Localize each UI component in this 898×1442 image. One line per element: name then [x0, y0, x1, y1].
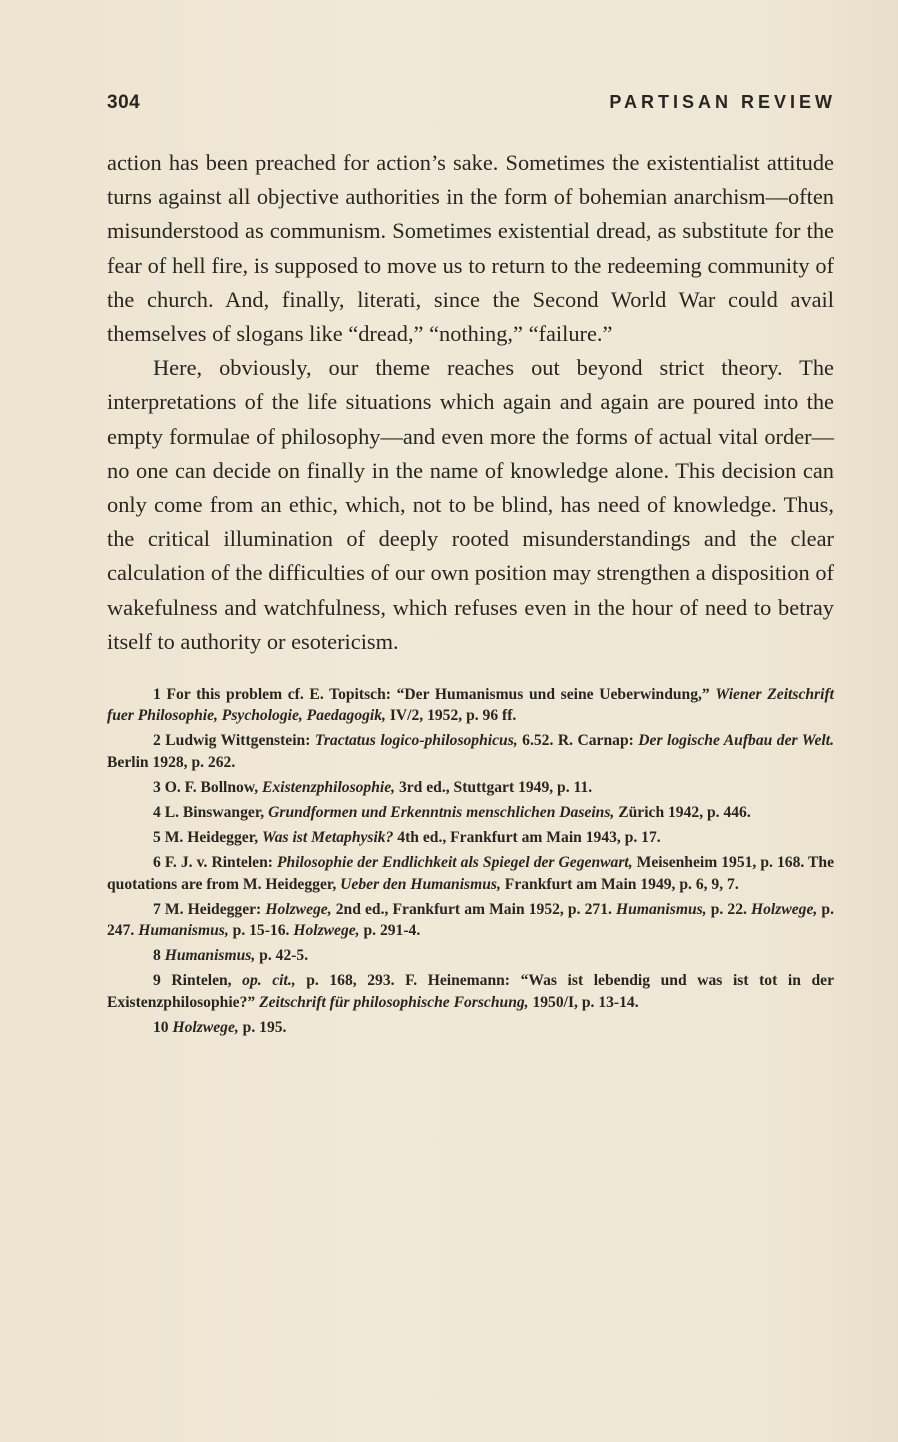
footnote	[107, 827, 834, 848]
paragraph: action has been preached for action’s sake. Sometimes the existentialist attitude turns against all objective authorities in the form of bohemian anarchism—often misunderstood as communism. Sometimes existential dread, as substitute for the fear of hell fire, is supposed to move us to return to the redeeming community of the church. And, finally, literati, since the Second World War could avail themselves of slogans like “dread,” “nothing,” “failure.”	[107, 150, 834, 347]
footnote-title: Existenzphilosophie,	[262, 778, 396, 796]
footnote	[107, 777, 834, 798]
footnote	[107, 899, 834, 941]
footnote	[107, 730, 834, 772]
footnote-text: 10	[153, 1018, 173, 1036]
footnote-title: Holzwege,	[293, 922, 360, 940]
footnote	[107, 945, 834, 966]
footnote-title: Wiener Zeitschrift fuer Philosophie, Psychologie, Paedagogik,	[107, 686, 834, 725]
footnote-title: Holzwege,	[172, 1018, 239, 1036]
footnote-title: Ueber den Humanismus,	[340, 875, 501, 893]
footnote-text: 3rd ed., Stuttgart 1949, p. 11.	[395, 778, 593, 796]
footnote-text: p. 195.	[238, 1018, 287, 1036]
footnote-title: op. cit.,	[242, 972, 296, 990]
body-text	[107, 146, 834, 659]
footnote-text: Meisenheim 1951, p. 168. The quotations are from M. Heidegger,	[107, 854, 835, 893]
footnote-text: IV/2, 1952, p. 96 ff.	[385, 707, 517, 725]
footnote-text: p. 291-4.	[359, 922, 421, 940]
footnote-text: 1 For this problem cf. E. Topitsch: “Der Humanismus und seine Ueberwindung,”	[153, 686, 716, 703]
footnote-text: 4 L. Binswanger,	[153, 804, 269, 822]
paragraph: Here, obviously, our theme reaches out beyond strict theory. The interpretations of the life situations which again and again are poured into the empty formulae of philosophy—and even more the forms of actual vital order—no one can decide on finally in the name of knowledge alone. This decision can only come from an ethic, which, not to be blind, has need of knowledge. Thus, the critical illumination of deeply rooted misunderstandings and the clear calculation of the difficulties of our own position may strengthen a disposition of wakefulness and watchfulness, which refuses even in the hour of need to betray itself to authority or esotericism.	[107, 355, 834, 654]
footnote-text: 2 Ludwig Wittgenstein:	[153, 732, 315, 750]
footnote-text: Zürich 1942, p. 446.	[614, 804, 751, 822]
footnote-title: Holzwege,	[751, 900, 818, 918]
footnote-title: Humanismus,	[138, 922, 229, 940]
footnote	[107, 970, 834, 1012]
footnote-title: Humanismus,	[164, 947, 256, 965]
footnotes	[107, 684, 834, 1042]
footnote-title: Humanismus,	[616, 900, 707, 918]
footnote-title: Zeitschrift für philosophische Forschung,	[259, 993, 529, 1011]
footnote-title: Grundformen und Erkenntnis menschlichen Daseins,	[268, 804, 615, 822]
footnote-text: 6 F. J. v. Rintelen:	[153, 854, 278, 872]
footnote-title: Holzwege,	[265, 900, 332, 918]
journal-title: PARTISAN REVIEW	[609, 92, 836, 112]
footnote	[107, 1017, 834, 1038]
footnote-text: 5 M. Heidegger,	[153, 829, 262, 847]
footnote	[107, 684, 834, 726]
footnote	[107, 802, 834, 823]
footnote-text: 7 M. Heidegger:	[153, 900, 266, 918]
footnote-text: p. 168, 293. F. Heinemann: “Was ist lebendig und was ist tot in der Existenzphilosophie?”	[107, 972, 834, 1011]
footnote-text: 6.52. R. Carnap:	[517, 732, 639, 750]
footnote-text: p. 42-5.	[255, 947, 309, 965]
footnote-text: Berlin 1928, p. 262.	[107, 753, 236, 771]
running-header	[107, 92, 836, 114]
footnote-text: p. 15-16.	[228, 922, 294, 940]
footnote-text: p. 22.	[706, 900, 751, 918]
footnote-title: Der logische Aufbau der Welt.	[638, 732, 834, 750]
footnote-text: p. 247.	[107, 900, 834, 940]
footnote-text: Frankfurt am Main 1949, p. 6, 9, 7.	[500, 875, 739, 893]
footnote-text: 9 Rintelen,	[153, 972, 243, 990]
footnote-text: 2nd ed., Frankfurt am Main 1952, p. 271.	[331, 900, 617, 918]
footnote-text: 4th ed., Frankfurt am Main 1943, p. 17.	[393, 829, 661, 847]
page-number: 304	[107, 92, 141, 113]
footnote-text: 3 O. F. Bollnow,	[153, 778, 263, 796]
footnote-text: 1950/I, p. 13-14.	[528, 993, 639, 1011]
footnote-title: Philosophie der Endlichkeit als Spiegel der Gegenwart,	[277, 854, 633, 872]
footnote	[107, 852, 834, 894]
footnote-title: Was ist Metaphysik?	[262, 829, 394, 847]
footnote-text: 8	[153, 947, 165, 965]
footnote-title: Tractatus logico-philosophicus,	[314, 732, 518, 750]
